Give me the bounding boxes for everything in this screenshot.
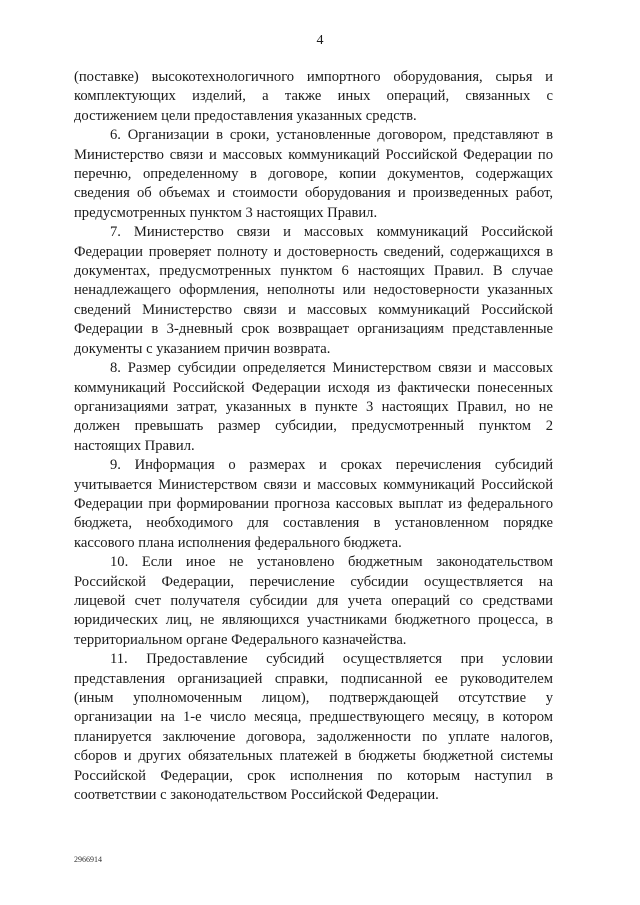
text-line: перечню, определенному в договоре, копии документов, содержащих — [74, 166, 553, 183]
text-line: должен превышать размер субсидии, предусмотренный пунктом 2 — [74, 418, 553, 435]
text-line: организациями затрат, указанных в пункте 3 настоящих Правил, но не — [74, 398, 553, 415]
text-line: Федерации при формировании прогноза кассовых выплат из федерального — [74, 495, 553, 512]
paragraph-10 — [74, 553, 553, 650]
paragraph-9 — [74, 456, 553, 553]
text-line: 9. Информация о размерах и сроках перечисления субсидий — [110, 457, 553, 474]
text-line: соответствии с законодательством Российской Федерации. — [74, 787, 439, 804]
text-line: 11. Предоставление субсидий осуществляется при условии — [110, 651, 553, 668]
text-line: сведений Министерство связи и массовых коммуникаций Российской — [74, 301, 553, 318]
text-line: коммуникаций Российской Федерации исходя из фактически понесенных — [74, 379, 553, 396]
text-line: планируется заключение договора, задолженности по уплате налогов, — [74, 728, 553, 745]
document-body — [74, 68, 553, 805]
text-line: 6. Организации в сроки, установленные договором, представляют в — [110, 127, 553, 144]
paragraph-6 — [74, 126, 553, 223]
text-line: Российской Федерации, перечисление субсидии осуществляется на — [74, 573, 553, 590]
text-line: (поставке) высокотехнологичного импортного оборудования, сырья и — [74, 69, 553, 85]
text-line: Федерации в 3-дневный срок возвращает организациям представленные — [74, 321, 553, 338]
text-line: лицевой счет получателя субсидии для учета операций со средствами — [74, 592, 553, 609]
text-line: сведения об объемах и стоимости оборудования и произведенных работ, — [74, 185, 553, 202]
text-line: настоящих Правил. — [74, 437, 195, 454]
text-line: сборов и других обязательных платежей в бюджеты бюджетной системы — [74, 748, 553, 765]
paragraph-8 — [74, 359, 553, 456]
text-line: 7. Министерство связи и массовых коммуникаций Российской — [110, 224, 553, 241]
document-id: 2966914 — [74, 855, 102, 864]
text-line: 10. Если иное не установлено бюджетным законодательством — [110, 554, 553, 571]
text-line: предусмотренных пунктом 3 настоящих Правил. — [74, 204, 378, 221]
text-line: (иным уполномоченным лицом), подтверждающей отсутствие у — [74, 690, 553, 706]
text-line: территориальном органе Федерального казначейства. — [74, 631, 407, 648]
paragraph-7 — [74, 223, 553, 359]
text-line: юридических лиц, не являющихся участниками бюджетного процесса, в — [74, 612, 553, 629]
text-line: учитывается Министерством связи и массовых коммуникаций Российской — [74, 476, 553, 493]
text-line: представления организацией справки, подписанной ее руководителем — [74, 670, 553, 687]
text-line: Российской Федерации, срок исполнения по которым наступил в — [74, 767, 553, 784]
text-line: организации на 1-е число месяца, предшествующего месяцу, в котором — [74, 709, 553, 726]
text-line: кассового плана исполнения федерального бюджета. — [74, 534, 402, 551]
text-line: комплектующих изделий, а также иных операций, связанных с — [74, 88, 553, 105]
text-line: бюджета, необходимого для составления в установленном порядке — [74, 515, 553, 532]
text-line: Федерации проверяет полноту и достоверность сведений, содержащихся в — [74, 243, 553, 260]
text-line: достижением цели предоставления указанных средств. — [74, 107, 417, 124]
text-line: документы с указанием причин возврата. — [74, 340, 331, 357]
paragraph-continuation — [74, 68, 553, 126]
page-number: 4 — [316, 33, 324, 48]
text-line: Министерство связи и массовых коммуникаций Российской Федерации по — [74, 146, 553, 163]
text-line: ненадлежащего оформления, неполноты или недостоверности указанных — [74, 282, 553, 299]
text-line: 8. Размер субсидии определяется Министерством связи и массовых — [110, 360, 553, 377]
paragraph-11 — [74, 650, 553, 805]
text-line: документах, предусмотренных пунктом 6 настоящих Правил. В случае — [74, 263, 553, 280]
